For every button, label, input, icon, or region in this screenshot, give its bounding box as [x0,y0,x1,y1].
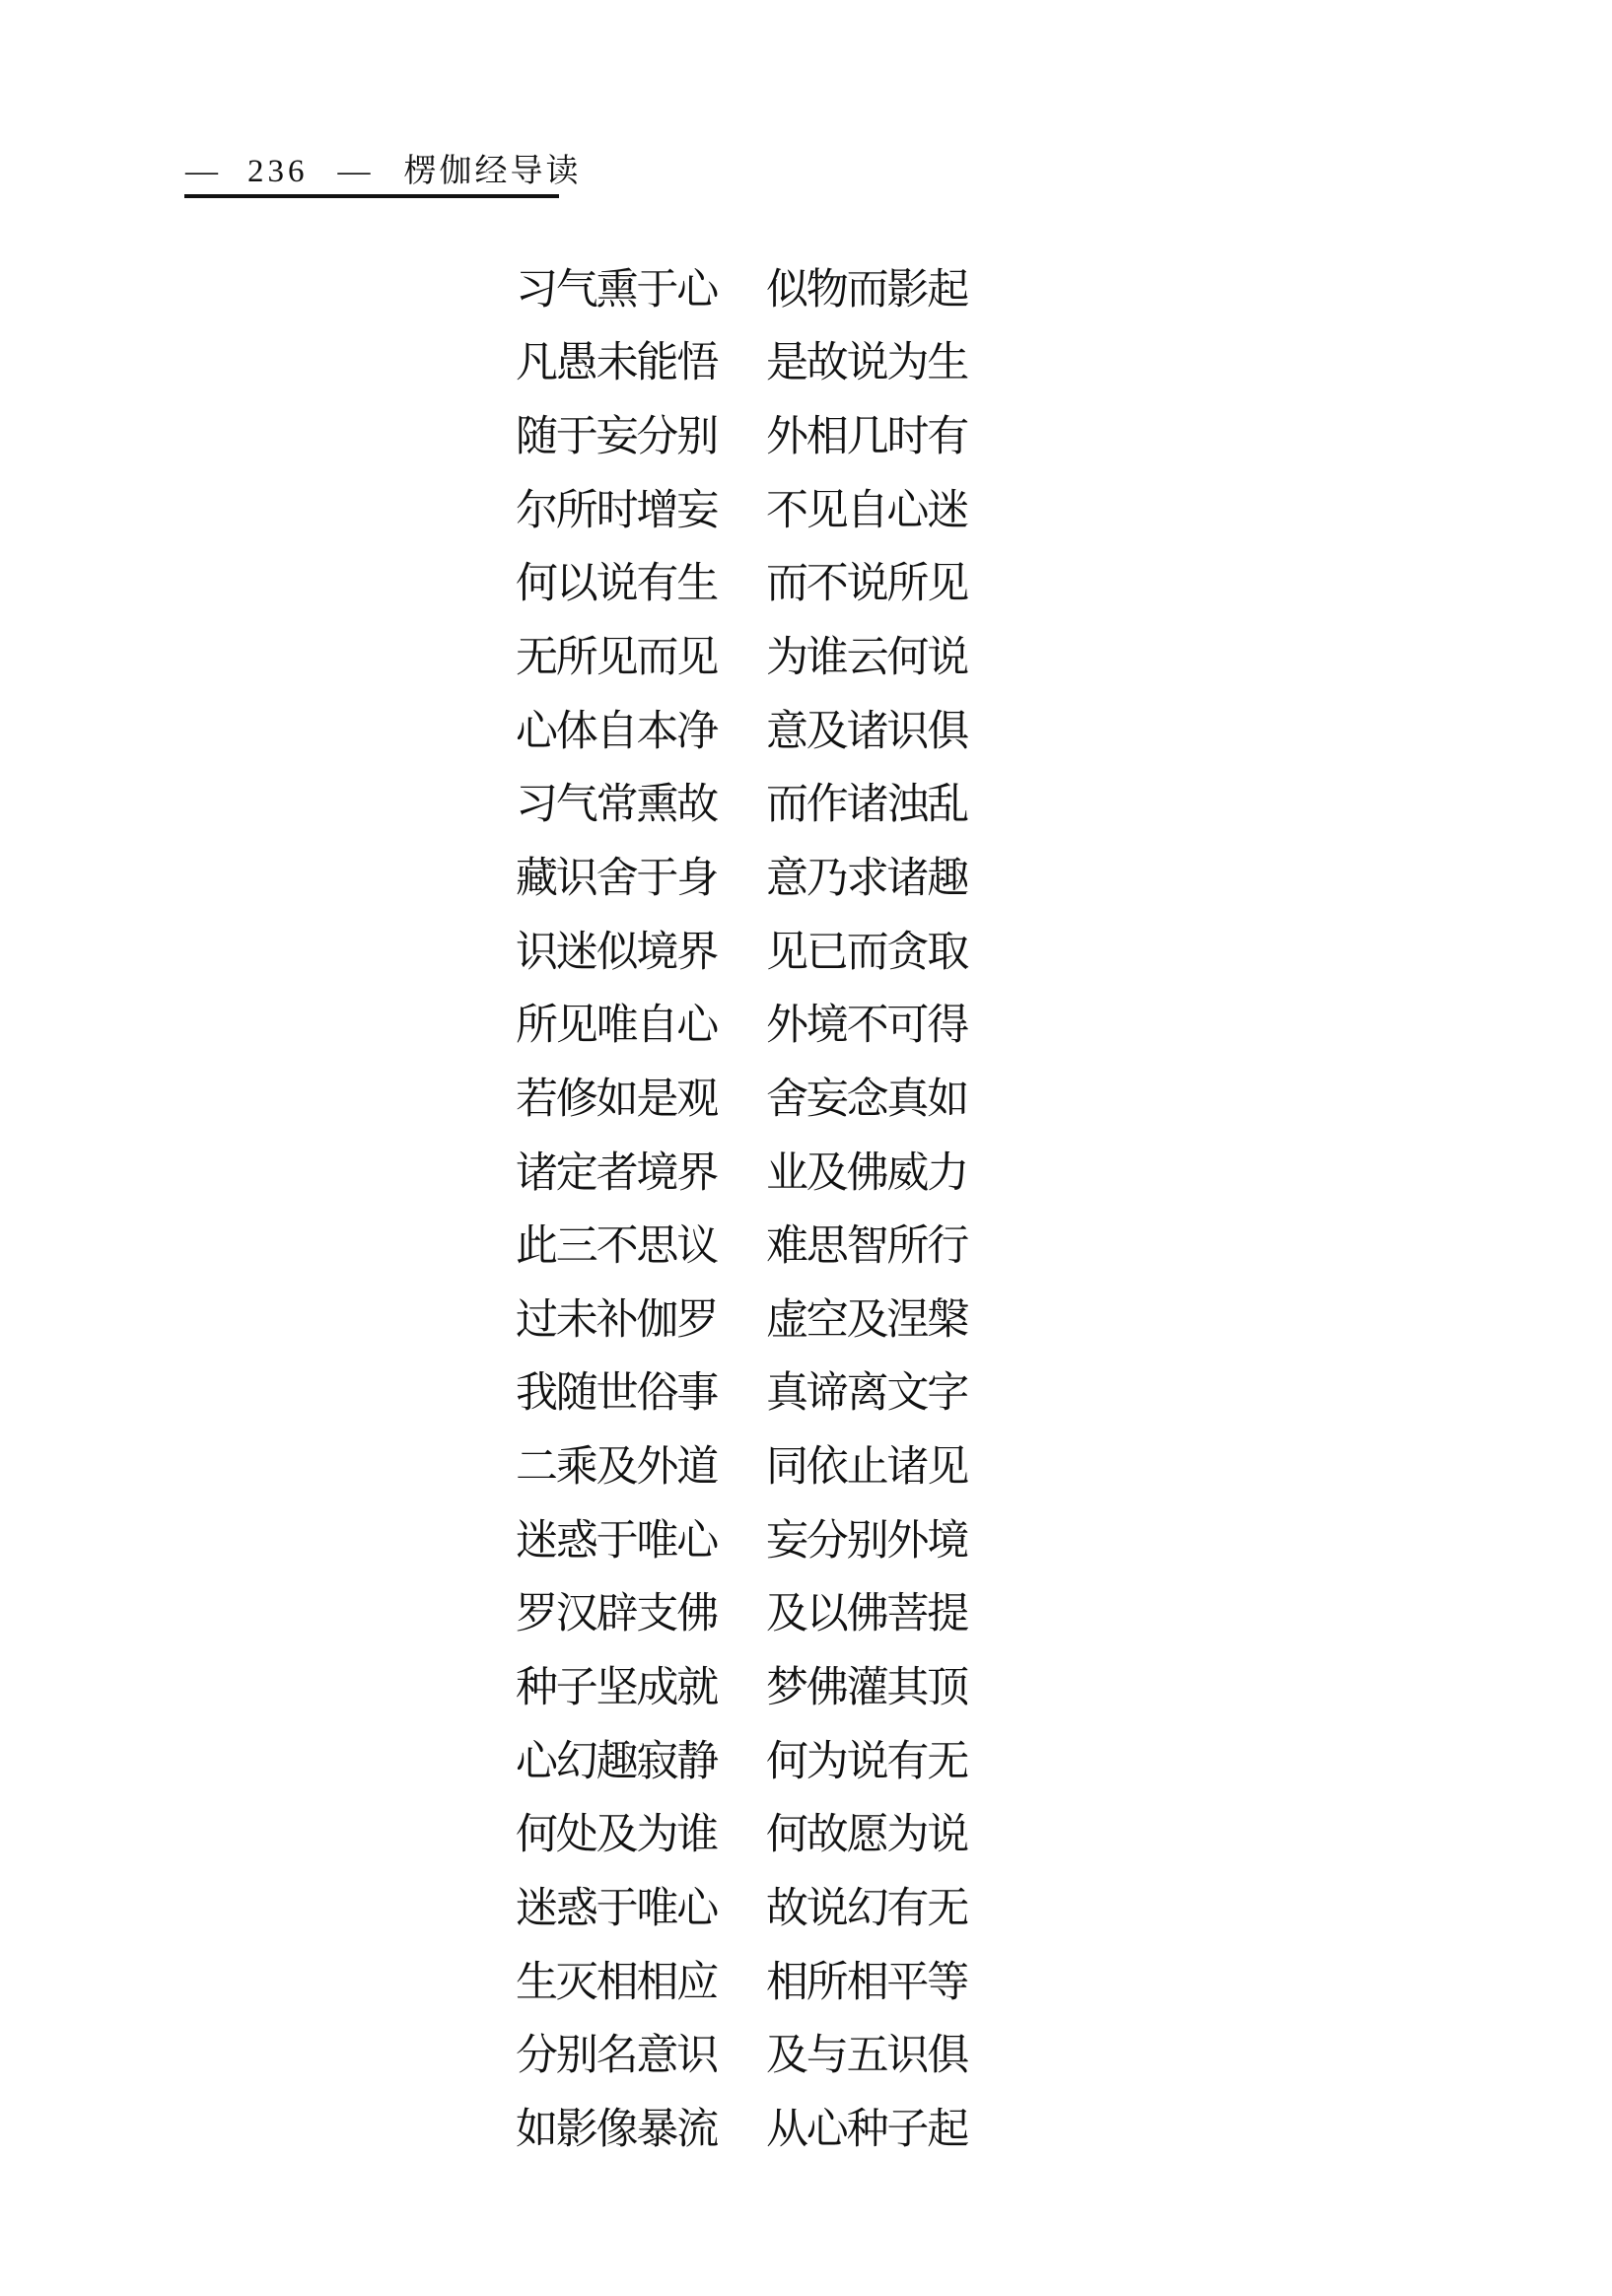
verse-left-half: 二乘及外道 [516,1444,717,1492]
verse-right-half: 真谛离文字 [766,1370,967,1418]
header-rule [184,194,559,198]
verse-right-half: 及以佛菩提 [766,1591,967,1638]
verse-right-half: 同依止诸见 [766,1444,967,1492]
verse-left-half: 分别名意识 [516,2033,717,2080]
verse-left-half: 如影像暴流 [516,2106,717,2153]
verse-row [516,2089,967,2163]
verse-left-half: 藏识舍于身 [516,855,717,902]
verse-left-half: 心幻趣寂静 [516,1738,717,1785]
verse-row [516,470,967,544]
verse-row [516,1868,967,1942]
verse-left-half: 诸定者境界 [516,1149,717,1197]
verse-left-half: 过未补伽罗 [516,1296,717,1344]
verse-row [516,1133,967,1207]
verse-row [516,396,967,470]
verse-right-half: 似物而影起 [766,266,967,313]
verse-left-half: 我随世俗事 [516,1370,717,1418]
verse-right-half: 舍妄念真如 [766,1076,967,1123]
verse-left-half: 迷惑于唯心 [516,1517,717,1565]
verse-row [516,912,967,986]
verse-row [516,1280,967,1354]
verse-right-half: 业及佛威力 [766,1149,967,1197]
verse-right-half: 而作诸浊乱 [766,782,967,829]
verse-left-half: 习气常熏故 [516,782,717,829]
verse-row [516,617,967,691]
verse-right-half: 何为说有无 [766,1738,967,1785]
verse-left-half: 何处及为谁 [516,1812,717,1859]
verse-right-half: 何故愿为说 [766,1812,967,1859]
verse-right-half: 意及诸识俱 [766,708,967,755]
verse-right-half: 难思智所行 [766,1223,967,1271]
verse-row [516,764,967,838]
verse-left-half: 凡愚未能悟 [516,340,717,387]
verse-row [516,1206,967,1280]
verse-left-half: 所见唯自心 [516,1003,717,1050]
verse-row [516,544,967,618]
verse-left-half: 此三不思议 [516,1223,717,1271]
verse-left-half: 迷惑于唯心 [516,1885,717,1932]
verse-left-half: 习气熏于心 [516,266,717,313]
verse-row [516,1426,967,1500]
verse-row [516,985,967,1059]
verse-right-half: 故说幻有无 [766,1885,967,1932]
verse-right-half: 见已而贪取 [766,929,967,976]
verse-right-half: 是故说为生 [766,340,967,387]
verse-right-half: 而不说所见 [766,561,967,608]
verse-right-half: 从心种子起 [766,2106,967,2153]
verse-row [516,1354,967,1427]
verse-row [516,691,967,765]
verse-row [516,1794,967,1868]
verse-row [516,249,967,323]
verse-row [516,1500,967,1574]
page-number: 236 [247,154,309,189]
verse-row [516,1942,967,2016]
verse-right-half: 为谁云何说 [766,635,967,682]
verse-right-half: 及与五识俱 [766,2033,967,2080]
verse-left-half: 何以说有生 [516,561,717,608]
verse-right-half: 外相几时有 [766,414,967,461]
verse-right-half: 梦佛灌其顶 [766,1664,967,1711]
verse-row [516,1574,967,1648]
verse-row [516,323,967,397]
verse-right-half: 相所相平等 [766,1959,967,2006]
verse-left-half: 识迷似境界 [516,929,717,976]
verse-row [516,838,967,912]
verse-left-half: 随于妄分别 [516,414,717,461]
verse-list [516,249,967,2163]
verse-row [516,1721,967,1795]
verse-row [516,2015,967,2089]
page-header [185,154,582,189]
verse-right-half: 不见自心迷 [766,487,967,534]
verse-left-half: 尔所时增妄 [516,487,717,534]
header-dash-left: — [185,154,218,189]
verse-right-half: 虚空及涅槃 [766,1296,967,1344]
verse-right-half: 外境不可得 [766,1003,967,1050]
verse-left-half: 罗汉辟支佛 [516,1591,717,1638]
verse-left-half: 无所见而见 [516,635,717,682]
header-dash-right: — [337,154,371,189]
verse-row [516,1059,967,1133]
verse-right-half: 意乃求诸趣 [766,855,967,902]
verse-left-half: 心体自本净 [516,708,717,755]
verse-right-half: 妄分别外境 [766,1517,967,1565]
verse-row [516,1647,967,1721]
verse-left-half: 若修如是观 [516,1076,717,1123]
verse-left-half: 种子坚成就 [516,1664,717,1711]
book-title: 楞伽经导读 [403,154,582,189]
verse-left-half: 生灭相相应 [516,1959,717,2006]
